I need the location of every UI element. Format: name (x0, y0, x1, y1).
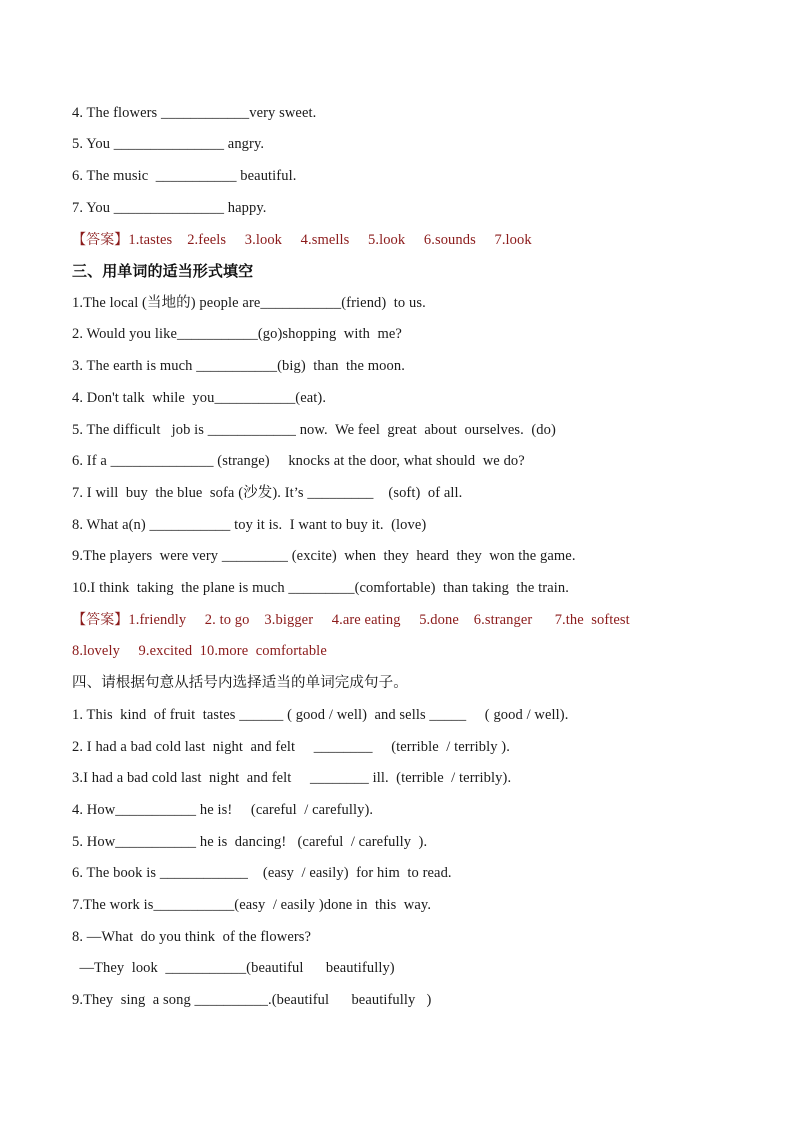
exercise-item: 4. The flowers ____________very sweet. (72, 105, 317, 121)
exercise-item: —They look ___________(beautiful beautifully) (72, 960, 395, 976)
exercise-item: 1.The local (当地的) people are___________(friend) to us. (72, 295, 426, 311)
answer-text: 1.tastes 2.feels 3.look 4.smells 5.look 6.sounds 7.look (128, 232, 532, 248)
exercise-item: 7.The work is___________(easy / easily )done in this way. (72, 897, 432, 913)
exercise-item: 7. I will buy the blue sofa (沙发). It’s _________ (soft) of all. (72, 485, 463, 501)
exercise-item: 9.The players were very _________ (excite) when they heard they won the game. (72, 548, 576, 564)
answer-tag: 【答案】 (72, 232, 129, 248)
exercise-item: 6. The book is ____________ (easy / easily) for him to read. (72, 865, 452, 881)
exercise-item: 3.I had a bad cold last night and felt ________ ill. (terrible / terribly). (72, 770, 512, 786)
answer-text: 1.friendly 2. to go 3.bigger 4.are eating 5.done 6.stranger 7.the softest (128, 612, 630, 628)
exercise-item: 3. The earth is much ___________(big) than the moon. (72, 358, 405, 374)
exercise-item: 1. This kind of fruit tastes ______ ( good / well) and sells _____ ( good / well). (72, 707, 569, 723)
exercise-item: 7. You _______________ happy. (72, 200, 267, 216)
exercise-item: 5. The difficult job is ____________ now. We feel great about ourselves. (do) (72, 422, 556, 438)
exercise-item: 4. How___________ he is! (careful / carefully). (72, 802, 374, 818)
answer-key-line: 8.lovely 9.excited 10.more comfortable (72, 643, 327, 659)
answer-tag: 【答案】 (72, 612, 129, 628)
exercise-item: 9.They sing a song __________.(beautiful beautifully ) (72, 992, 432, 1008)
section-heading: 三、用单词的适当形式填空 (72, 262, 254, 280)
exercise-item: 8. —What do you think of the flowers? (72, 929, 312, 945)
exercise-item: 6. If a ______________ (strange) knocks at the door, what should we do? (72, 453, 525, 469)
exercise-item: 5. How___________ he is dancing! (careful / carefully ). (72, 834, 428, 850)
answer-key-line (72, 610, 630, 630)
exercise-item: 5. You _______________ angry. (72, 136, 265, 152)
answer-key-line (72, 230, 532, 250)
exercise-item: 4. Don't talk while you___________(eat). (72, 390, 327, 406)
exercise-item: 6. The music ___________ beautiful. (72, 168, 297, 184)
exercise-item: 8. What a(n) ___________ toy it is. I want to buy it. (love) (72, 517, 427, 533)
exercise-item: 2. Would you like___________(go)shopping with me? (72, 326, 402, 342)
exercise-item: 10.I think taking the plane is much _________(comfortable) than taking the train. (72, 580, 569, 596)
exercise-item: 2. I had a bad cold last night and felt ________ (terrible / terribly ). (72, 739, 510, 755)
section-heading: 四、请根据句意从括号内选择适当的单词完成句子。 (72, 675, 408, 691)
